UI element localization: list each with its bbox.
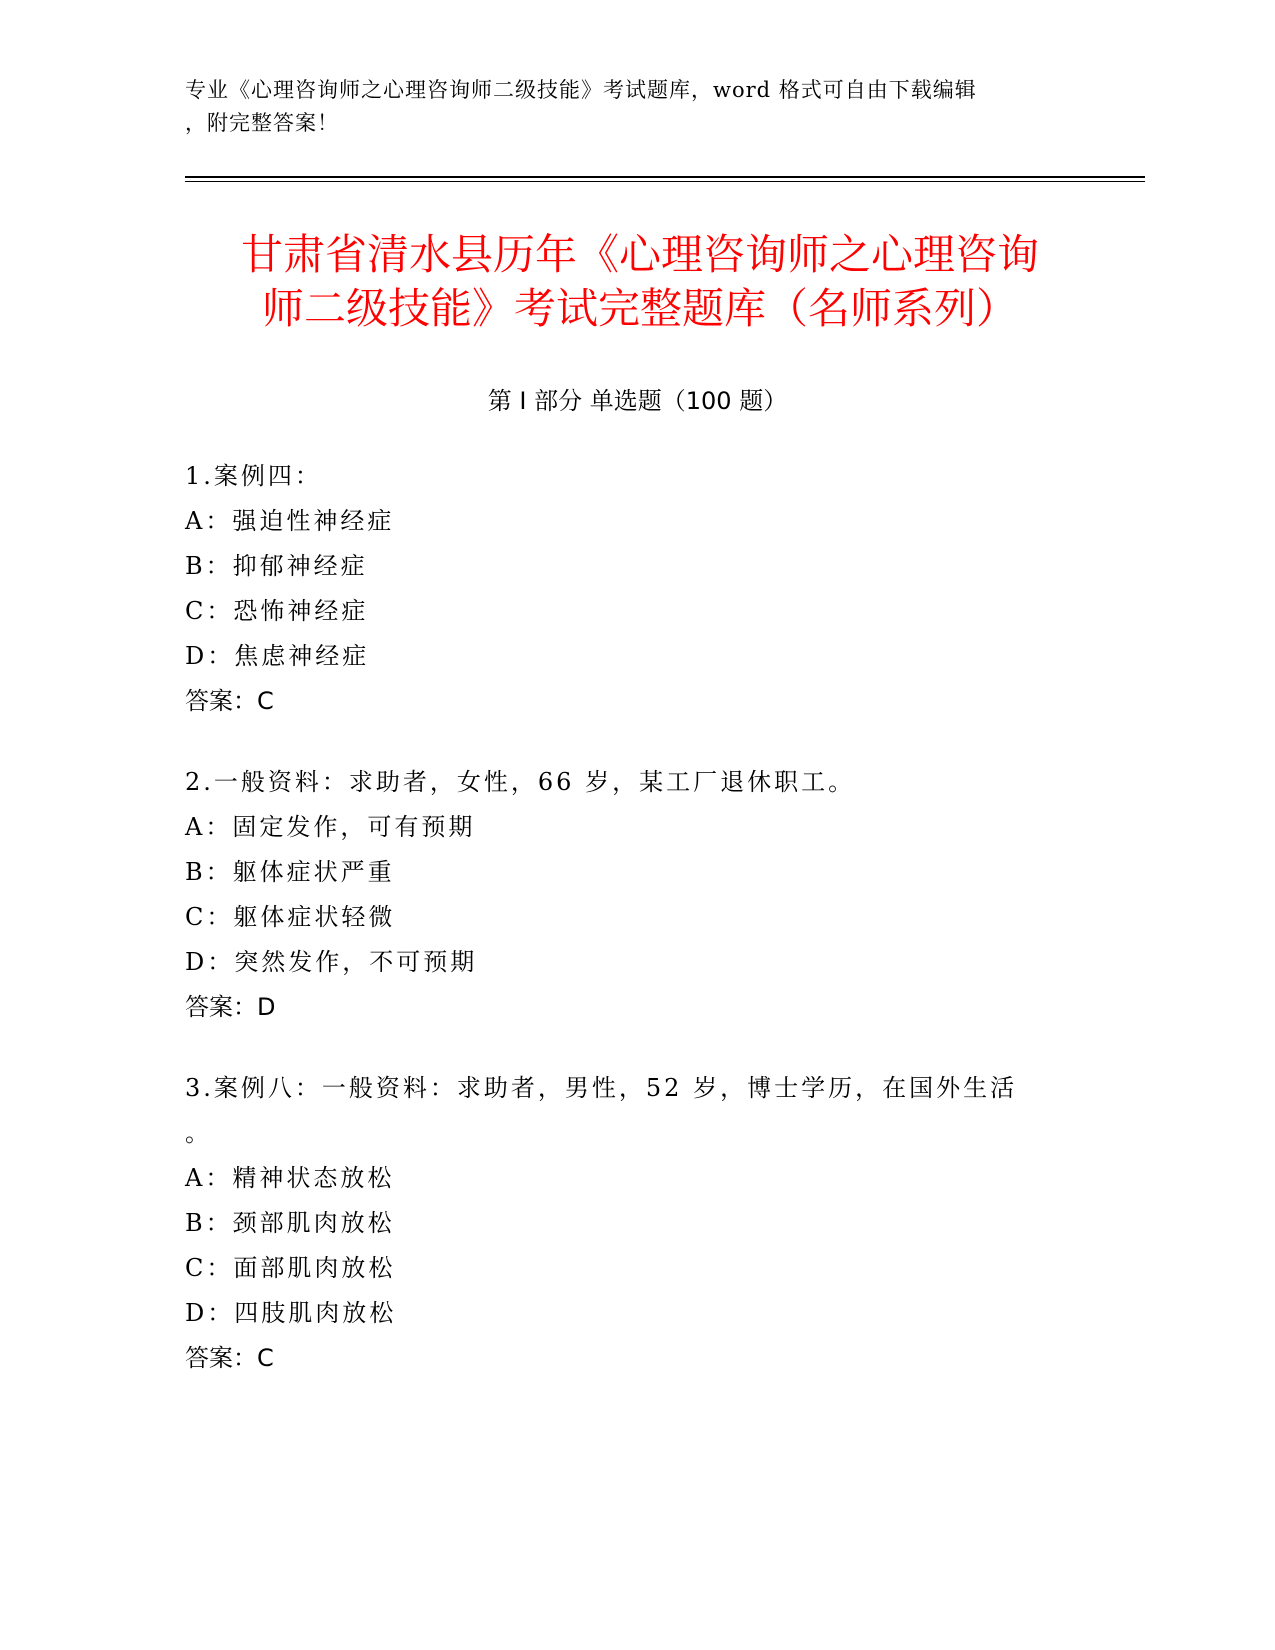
document-title-line1: 甘肃省清水县历年《心理咨询师之心理咨询 [240, 230, 1039, 279]
header-note [185, 74, 1065, 140]
option-a: A：强迫性神经症 [185, 507, 395, 535]
question-2 [185, 760, 1065, 1030]
header-rule-thin [185, 181, 1145, 182]
question-1 [185, 454, 1065, 724]
answer-line: 答案：D [185, 993, 276, 1021]
header-note-line1: 专业《心理咨询师之心理咨询师二级技能》考试题库，word 格式可自由下载编辑 [185, 78, 977, 102]
option-d: D：焦虑神经症 [185, 642, 370, 670]
section-heading: 第 I 部分 单选题（100 题） [487, 387, 788, 415]
question-stem: 2.一般资料：求助者，女性，66 岁，某工厂退休职工。 [185, 768, 856, 796]
question-stem-continuation: 。 [185, 1119, 212, 1147]
header-note-line2: ，附完整答案！ [185, 111, 339, 135]
option-c: C：面部肌肉放松 [185, 1254, 396, 1282]
header-rule-thick [185, 176, 1145, 178]
option-b: B：躯体症状严重 [185, 858, 395, 886]
answer-line: 答案：C [185, 1344, 274, 1372]
option-d: D：四肢肌肉放松 [185, 1299, 397, 1327]
option-a: A：精神状态放松 [185, 1164, 395, 1192]
document-title [190, 228, 1090, 336]
answer-line: 答案：C [185, 687, 274, 715]
option-a: A：固定发作，可有预期 [185, 813, 476, 841]
option-c: C：恐怖神经症 [185, 597, 369, 625]
question-stem: 1.案例四： [185, 462, 322, 490]
option-b: B：颈部肌肉放松 [185, 1209, 395, 1237]
option-c: C：躯体症状轻微 [185, 903, 396, 931]
question-3 [185, 1066, 1065, 1381]
option-d: D：突然发作，不可预期 [185, 948, 478, 976]
question-stem: 3.案例八：一般资料：求助者，男性，52 岁，博士学历，在国外生活 [185, 1074, 1018, 1102]
option-b: B：抑郁神经症 [185, 552, 368, 580]
document-title-line2: 师二级技能》考试完整题库（名师系列） [261, 284, 1018, 333]
